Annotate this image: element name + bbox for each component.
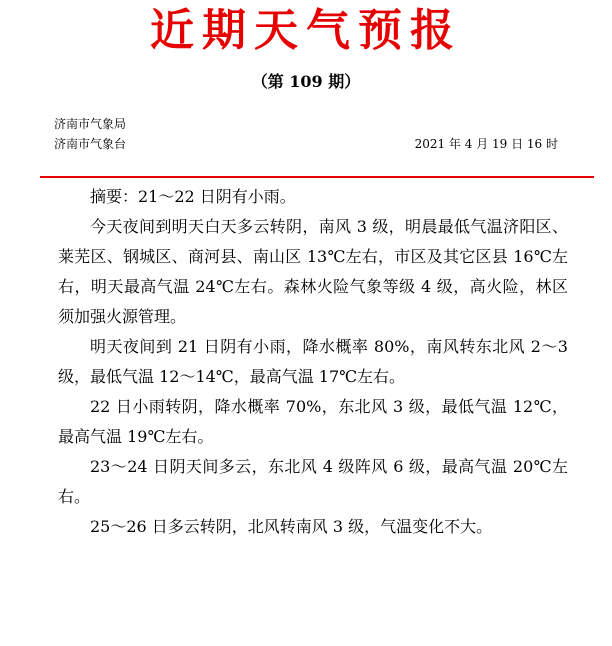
issuer-observatory: 济南市气象台 — [54, 137, 127, 151]
forecast-paragraph: 22 日小雨转阴，降水概率 70%，东北风 3 级，最低气温 12℃，最高气温 19℃左右。 — [58, 397, 568, 446]
forecast-paragraph: 今天夜间到明天白天多云转阴，南风 3 级，明晨最低气温济阳区、莱芜区、钢城区、商河县、南山区 13℃左右，市区及其它区县 16℃左右，明天最高气温 24℃左右。森林火险气象等级 4 级，高火险，林区须加强火源管理。 — [58, 217, 568, 326]
forecast-paragraph: 23～24 日阴天间多云，东北风 4 级阵风 6 级，最高气温 20℃左右。 — [58, 457, 568, 506]
forecast-paragraph: 明天夜间到 21 日阴有小雨，降水概率 80%，南风转东北风 2～3 级，最低气温 12～14℃，最高气温 17℃左右。 — [58, 337, 568, 386]
summary-paragraph: 摘要：21～22 日阴有小雨。 — [90, 187, 296, 206]
page-title: 近期天气预报 — [150, 5, 462, 56]
forecast-body — [58, 182, 568, 542]
issuer-bureau: 济南市气象局 — [54, 117, 127, 131]
issue-number: （第 109 期） — [251, 72, 361, 91]
forecast-paragraph: 25～26 日多云转阴，北风转南风 3 级，气温变化不大。 — [90, 517, 493, 536]
issue-date: 2021 年 4 月 19 日 16 时 — [414, 137, 558, 151]
red-divider — [40, 176, 594, 178]
